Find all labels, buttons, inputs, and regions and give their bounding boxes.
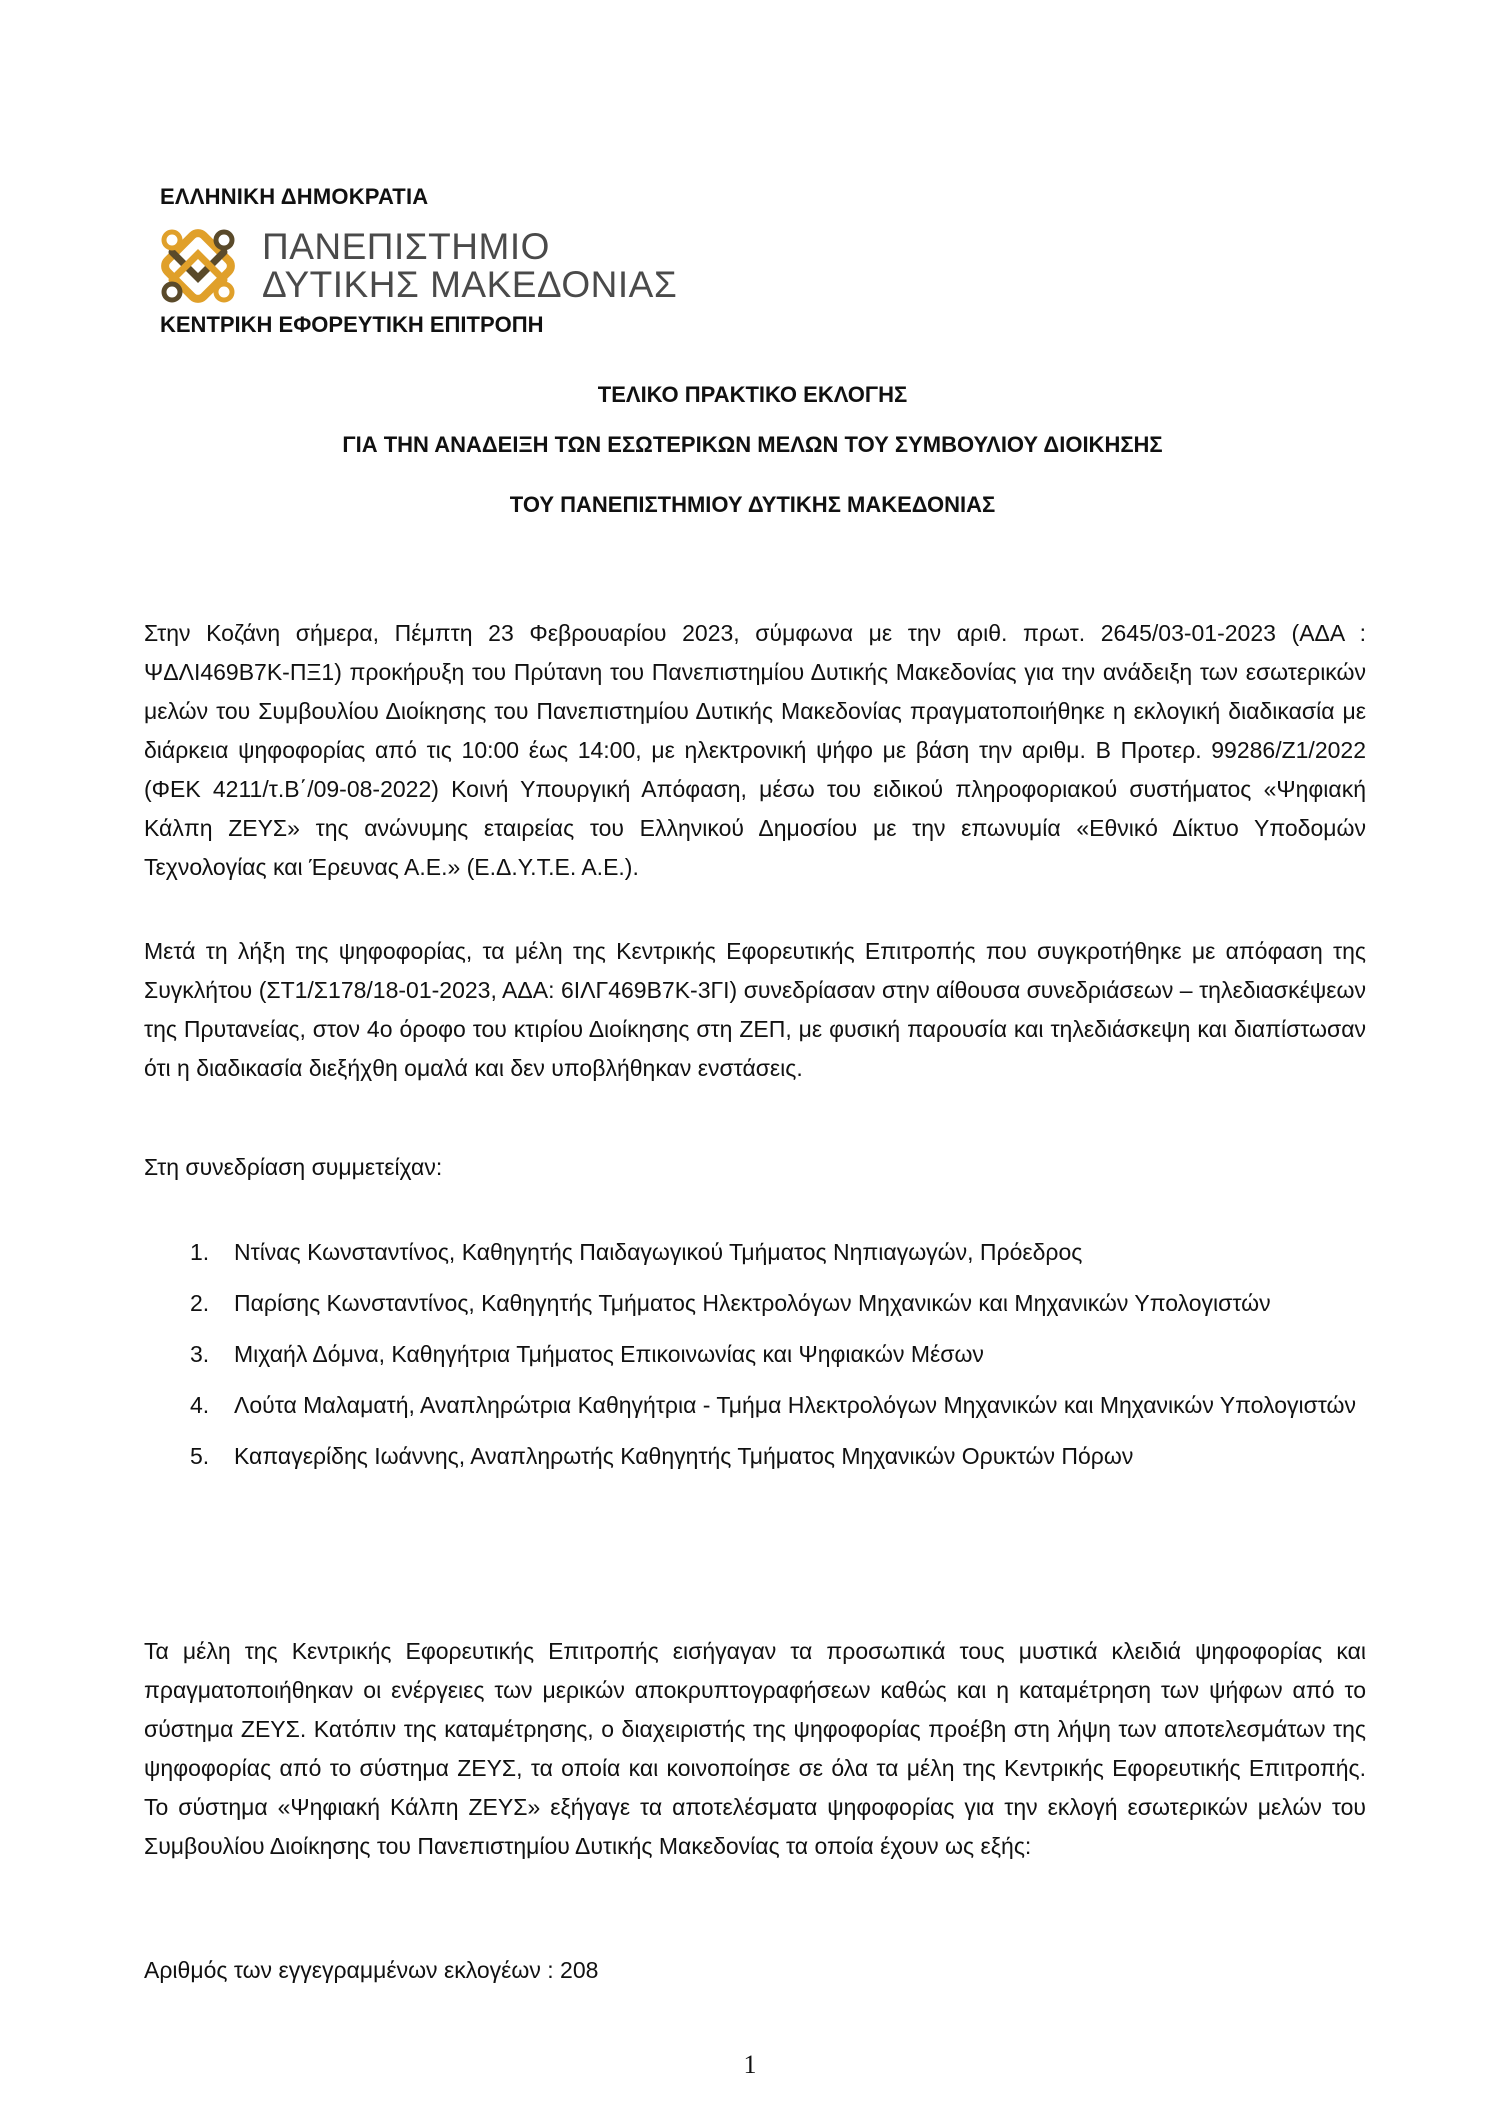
document-title-line-2: ΓΙΑ ΤΗΝ ΑΝΑΔΕΙΞΗ ΤΩΝ ΕΣΩΤΕΡΙΚΩΝ ΜΕΛΩΝ ΤΟΥ ΣΥΜΒΟΥΛΙΟΥ ΔΙΟΙΚΗΣΗΣ [342, 432, 1163, 457]
university-emblem-icon [158, 226, 238, 306]
registered-voters-line: Αριθμός των εγγεγραμμένων εκλογέων : 208 [144, 1957, 599, 1983]
paragraph-intro: Στην Κοζάνη σήμερα, Πέμπτη 23 Φεβρουαρίου 2023, σύμφωνα με την αριθ. πρωτ. 2645/03-01-2023 (ΑΔΑ : ΨΔΛΙ469Β7Κ-ΠΞ1) προκήρυξη του Πρύτανη του Πανεπιστημίου Δυτικής Μακεδονίας για την ανάδειξη των εσωτερικών μελών του Συμβουλίου Διοίκησης του Πανεπιστημίου Δυτικής Μακεδονίας πραγματοποιήθηκε η εκλογική διαδικασία με διάρκεια ψηφοφορίας από τις 10:00 έως 14:00, με ηλεκτρονική ψήφο με βάση την αριθμ. Β Προτερ. 99286/Ζ1/2022 (ΦΕΚ 4211/τ.Β΄/09-08-2022) Κοινή Υπουργική Απόφαση, μέσω του ειδικού πληροφοριακού συστήματος «Ψηφιακή Κάλπη ΖΕΥΣ» της ανώνυμης εταιρείας του Ελληνικού Δημοσίου με την επωνυμία «Εθνικό Δίκτυο Υποδομών Τεχνολογίας και Έρευνας Α.Ε.» (Ε.Δ.Υ.Τ.Ε. Α.Ε.). [144, 620, 1366, 880]
logo-line-2: ΔΥΤΙΚΗΣ ΜΑΚΕΔΟΝΙΑΣ [262, 264, 678, 305]
list-item [144, 1278, 1366, 1329]
list-item-text: Λούτα Μαλαματή, Αναπληρώτρια Καθηγήτρια - Τμήμα Ηλεκτρολόγων Μηχανικών και Μηχανικών Υπολογιστών [234, 1392, 1357, 1418]
list-item [144, 1329, 1366, 1380]
document-title-line-1: ΤΕΛΙΚΟ ΠΡΑΚΤΙΚΟ ΕΚΛΟΓΗΣ [597, 382, 908, 407]
list-item-number: 4. [190, 1392, 210, 1418]
list-item-number: 2. [190, 1290, 210, 1316]
list-item-text: Ντίνας Κωνσταντίνος, Καθηγητής Παιδαγωγικού Τμήματος Νηπιαγωγών, Πρόεδρος [234, 1239, 1083, 1265]
logo-line-1: ΠΑΝΕΠΙΣΤΗΜΙΟ [262, 226, 550, 267]
paragraph-results: Τα μέλη της Κεντρικής Εφορευτικής Επιτροπής εισήγαγαν τα προσωπικά τους μυστικά κλειδιά ψηφοφορίας και πραγματοποιήθηκαν οι ενέργειες των μερικών αποκρυπτογραφήσεων καθώς και η καταμέτρηση των ψήφων από το σύστημα ΖΕΥΣ. Κατόπιν της καταμέτρησης, ο διαχειριστής της ψηφοφορίας προέβη στη λήψη των αποτελεσμάτων της ψηφοφορίας από το σύστημα ΖΕΥΣ, τα οποία και κοινοποίησε σε όλα τα μέλη της Κεντρικής Εφορευτικής Επιτροπής. Το σύστημα «Ψηφιακή Κάλπη ΖΕΥΣ» εξήγαγε τα αποτελέσματα ψηφοφορίας για την εκλογή εσωτερικών μελών του Συμβουλίου Διοίκησης του Πανεπιστημίου Δυτικής Μακεδονίας τα οποία έχουν ως εξής: [144, 1638, 1366, 1859]
republic-heading: ΕΛΛΗΝΙΚΗ ΔΗΜΟΚΡΑΤΙΑ [160, 184, 429, 209]
list-item-number: 5. [190, 1443, 210, 1469]
list-item-number: 3. [190, 1341, 210, 1367]
list-item [144, 1380, 1366, 1431]
paragraph-participants-intro: Στη συνεδρίαση συμμετείχαν: [144, 1154, 443, 1180]
page-number: 1 [743, 2050, 757, 2079]
paragraph-session: Μετά τη λήξη της ψηφοφορίας, τα μέλη της Κεντρικής Εφορευτικής Επιτροπής που συγκροτήθηκε με απόφαση της Συγκλήτου (ΣΤ1/Σ178/18-01-2023, ΑΔΑ: 6ΙΛΓ469Β7Κ-3ΓΙ) συνεδρίασαν στην αίθουσα συνεδριάσεων – τηλεδιασκέψεων της Πρυτανείας, στον 4ο όροφο του κτιρίου Διοίκησης στη ΖΕΠ, με φυσική παρουσία και τηλεδιάσκεψη και διαπίστωσαν ότι η διαδικασία διεξήχθη ομαλά και δεν υποβλήθηκαν ενστάσεις. [144, 938, 1366, 1081]
university-logo-text [262, 228, 677, 304]
list-item [144, 1227, 1366, 1278]
document-title-line-3: ΤΟΥ ΠΑΝΕΠΙΣΤΗΜΙΟΥ ΔΥΤΙΚΗΣ ΜΑΚΕΔΟΝΙΑΣ [509, 492, 996, 517]
list-item-text: Μιχαήλ Δόμνα, Καθηγήτρια Τμήματος Επικοινωνίας και Ψηφιακών Μέσων [234, 1341, 984, 1367]
committee-heading: ΚΕΝΤΡΙΚΗ ΕΦΟΡΕΥΤΙΚΗ ΕΠΙΤΡΟΠΗ [160, 312, 544, 337]
list-item-text: Καπαγερίδης Ιωάννης, Αναπληρωτής Καθηγητής Τμήματος Μηχανικών Ορυκτών Πόρων [234, 1443, 1134, 1469]
list-item-number: 1. [190, 1239, 210, 1265]
list-item [144, 1431, 1366, 1482]
university-logo [158, 226, 718, 308]
members-list [144, 1227, 1366, 1482]
list-item-text: Παρίσης Κωνσταντίνος, Καθηγητής Τμήματος Ηλεκτρολόγων Μηχανικών και Μηχανικών Υπολογιστών [234, 1290, 1271, 1316]
